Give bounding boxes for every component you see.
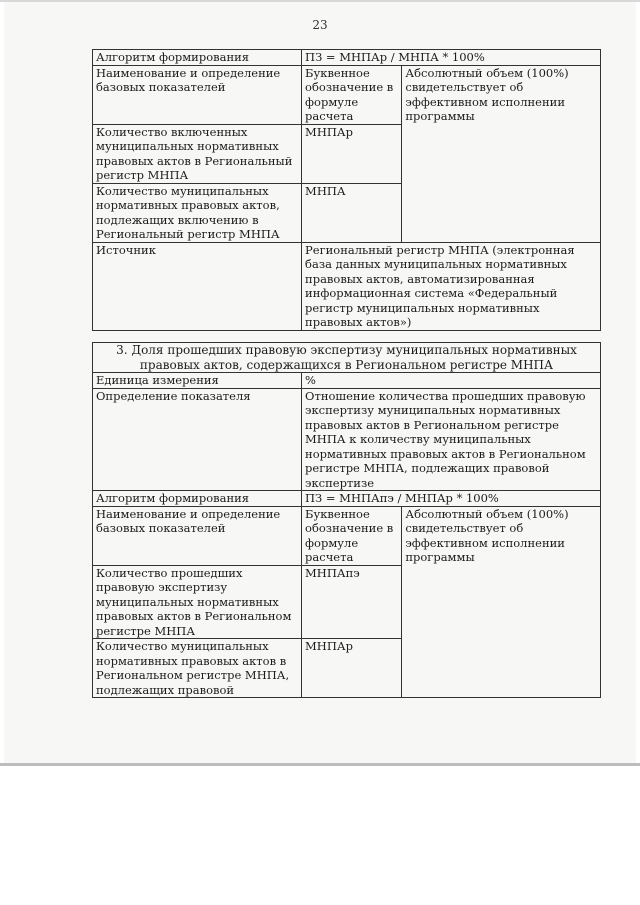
page-number: 23 <box>312 18 328 32</box>
indicator-table-2 <box>92 49 601 331</box>
unit-label: Единица измерения <box>93 373 302 389</box>
algorithm-label: Алгоритм формирования <box>93 491 302 507</box>
algorithm-formula: ПЗ = МНПАпэ / МНПАр * 100% <box>302 491 601 507</box>
table-row <box>93 242 601 330</box>
table-row <box>93 50 601 66</box>
base-indicator-name: Количество прошедших правовую экспертизу муниципальных нормативных правовых актов в Региональном регистре МНПА <box>93 565 302 639</box>
letter-designation-label: Буквенное обозначение в формуле расчета <box>302 506 402 565</box>
scan-edge-bottom <box>0 763 640 766</box>
effectiveness-note: Абсолютный объем (100%) свидетельствует об эффективном исполнении программы <box>402 506 601 698</box>
source-value: Региональный регистр МНПА (электронная база данных муниципальных нормативных правовых актов, автоматизированная информационная система «Федеральный регистр муниципальных нормативных правовых актов») <box>302 242 601 330</box>
scan-edge-top <box>0 0 640 2</box>
base-indicator-code: МНПАр <box>302 124 402 183</box>
table-row <box>93 373 601 389</box>
effectiveness-note: Абсолютный объем (100%) свидетельствует об эффективном исполнении программы <box>402 65 601 242</box>
unit-value: % <box>302 373 601 389</box>
table-row <box>93 506 601 565</box>
algorithm-label: Алгоритм формирования <box>93 50 302 66</box>
section-title: 3. Доля прошедших правовую экспертизу муниципальных нормативных правовых актов, содержащихся в Региональном регистре МНПА <box>93 343 601 373</box>
base-indicator-code: МНПАпэ <box>302 565 402 639</box>
base-indicator-code: МНПАр <box>302 639 402 698</box>
table-row <box>93 388 601 491</box>
base-indicator-name: Количество включенных муниципальных нормативных правовых актов в Региональный регистр МНПА <box>93 124 302 183</box>
table-row <box>93 65 601 124</box>
indicator-table-3 <box>92 342 601 698</box>
table-row <box>93 491 601 507</box>
table-row <box>93 343 601 373</box>
letter-designation-label: Буквенное обозначение в формуле расчета <box>302 65 402 124</box>
definition-label: Определение показателя <box>93 388 302 491</box>
base-indicators-label: Наименование и определение базовых показателей <box>93 65 302 124</box>
base-indicator-name: Количество муниципальных нормативных правовых актов, подлежащих включению в Региональный регистр МНПА <box>93 183 302 242</box>
source-label: Источник <box>93 242 302 330</box>
base-indicators-label: Наименование и определение базовых показателей <box>93 506 302 565</box>
base-indicator-code: МНПА <box>302 183 402 242</box>
definition-value: Отношение количества прошедших правовую экспертизу муниципальных нормативных правовых актов в Региональном регистре МНПА к количеству муниципальных нормативных правовых актов в Региональном регистре МНПА, подлежащих правовой экспертизе <box>302 388 601 491</box>
base-indicator-name: Количество муниципальных нормативных правовых актов в Региональном регистре МНПА, подлежащих правовой <box>93 639 302 698</box>
algorithm-formula: ПЗ = МНПАр / МНПА * 100% <box>302 50 601 66</box>
